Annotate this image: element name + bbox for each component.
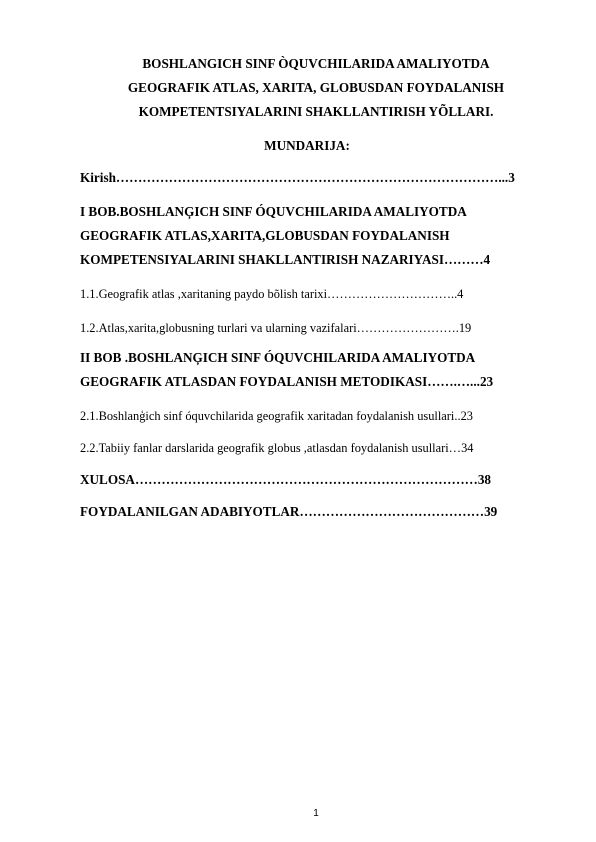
toc-chapter-1-line-3: KOMPETENSIYALARINI SHAKLLANTIRISH NAZARIYASI………4 <box>80 252 491 267</box>
toc-chapter-2-line-2: GEOGRAFIK ATLASDAN FOYDALANISH METODIKASI…….…...23 <box>80 374 494 389</box>
page-number: 1 <box>313 808 319 819</box>
toc-chapter-1-line-2: GEOGRAFIK ATLAS,XARITA,GLOBUSDAN FOYDALANISH <box>80 228 450 243</box>
toc-chapter-2-line-1: II BOB .BOSHLANĢICH SINF ÓQUVCHILARIDA AMALIYOTDA <box>80 350 476 365</box>
document-title-line-3: KOMPETENTSIYALARINI SHAKLLANTIRISH YÕLLARI. <box>138 104 494 119</box>
toc-entry-introduction: Kirish……………………………………………………………………………...3 <box>80 170 515 185</box>
toc-chapter-1-line-1: I BOB.BOSHLANĢICH SINF ÓQUVCHILARIDA AMALIYOTDA <box>80 204 467 219</box>
document-title-line-2: GEOGRAFIK ATLAS, XARITA, GLOBUSDAN FOYDALANISH <box>127 80 505 95</box>
toc-entry-1-1: 1.1.Geografik atlas ,xaritaning paydo bõlish tarixi…………………………..4 <box>80 287 464 301</box>
contents-heading: MUNDARIJA: <box>264 138 350 153</box>
toc-entry-2-1: 2.1.Boshlanģich sinf óquvchilarida geografik xaritadan foydalanish usullari..23 <box>80 409 473 423</box>
toc-entry-references: FOYDALANILGAN ADABIYOTLAR……………………………………39 <box>80 504 498 519</box>
toc-entry-2-2: 2.2.Tabiiy fanlar darslarida geografik globus ,atlasdan foydalanish usullari…34 <box>80 441 474 455</box>
toc-entry-1-2: 1.2.Atlas,xarita,globusning turlari va ularning vazifalari…………………….19 <box>80 321 472 335</box>
toc-entry-conclusion: XULOSA……………………………………………………………………38 <box>80 472 492 487</box>
document-title-line-1: BOSHLANGICH SINF ÒQUVCHILARIDA AMALIYOTDA <box>142 56 490 71</box>
